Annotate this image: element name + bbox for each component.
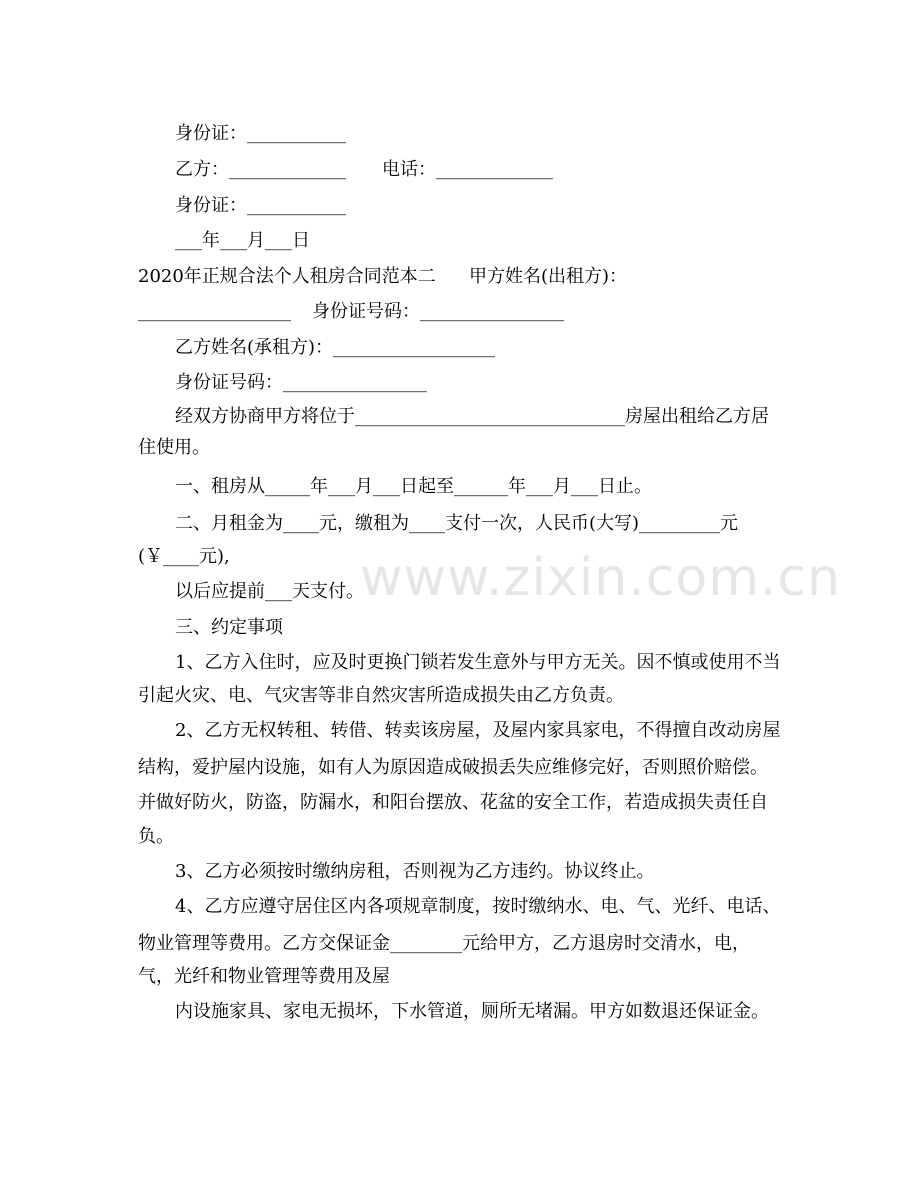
landlord-name-blank: _________________ bbox=[138, 301, 291, 322]
clause-4-cont-a: 物业管理等费用。乙方交保证金________元给甲方，乙方退房时交清水，电， bbox=[138, 933, 750, 954]
clause-4-cont-c: 内设施家具、家电无损坏，下水管道，厕所无堵漏。甲方如数退还保证金。 bbox=[175, 1001, 769, 1022]
doc-line-tenant-name: 乙方姓名(承租方)：__________________ bbox=[175, 337, 496, 358]
section-heading: 三、约定事项 bbox=[175, 617, 283, 638]
party-b-label: 乙方：_____________ bbox=[175, 159, 346, 180]
doc-line-rent: 二、月租金为____元，缴租为____支付一次，人民币(大写)_________元 bbox=[175, 513, 739, 534]
phone-label: 电话：_____________ bbox=[382, 159, 553, 180]
doc-line-term: 一、租房从_____年___月___日起至______年___月___日止。 bbox=[175, 476, 652, 497]
doc-line-date: ___年___月___日 bbox=[175, 230, 310, 251]
clause-3: 3、乙方必须按时缴纳房租，否则视为乙方违约。协议终止。 bbox=[175, 861, 655, 882]
doc-line-party-b bbox=[138, 158, 798, 182]
doc-line-location-cont: 住使用。 bbox=[138, 437, 210, 458]
document-title: 2020年正规合法个人租房合同范本二 bbox=[138, 266, 436, 287]
clause-2-cont-b: 并做好防火，防盗，防漏水，和阳台摆放、花盆的安全工作，若造成损失责任自 bbox=[138, 792, 768, 813]
doc-line-location: 经双方协商甲方将位于______________________________房屋出租给乙方居 bbox=[175, 406, 769, 427]
doc-line-tenant-id: 身份证号码：________________ bbox=[175, 372, 427, 393]
landlord-name-label: 甲方姓名(出租方)： bbox=[469, 266, 628, 287]
watermark-text: www.zixin.com.cn bbox=[360, 548, 841, 608]
clause-2: 2、乙方无权转租、转借、转卖该房屋，及屋内家具家电，不得擅自改动房屋 bbox=[175, 720, 781, 741]
clause-1-cont: 引起火灾、电、气灾害等非自然灾害所造成损失由乙方负责。 bbox=[138, 685, 624, 706]
clause-4: 4、乙方应遵守居住区内各项规章制度，按时缴纳水、电、气、光纤、电话、 bbox=[175, 896, 781, 917]
doc-line-id-b: 身份证：___________ bbox=[175, 195, 346, 216]
clause-4-cont-b: 气，光纤和物业管理等费用及屋 bbox=[138, 966, 390, 987]
doc-line-title bbox=[138, 265, 798, 289]
doc-line-landlord-id bbox=[138, 300, 798, 324]
doc-line-advance: 以后应提前___天支付。 bbox=[175, 581, 364, 602]
doc-line-id-a: 身份证：___________ bbox=[175, 123, 346, 144]
clause-1: 1、乙方入住时，应及时更换门锁若发生意外与甲方无关。因不慎或使用不当 bbox=[175, 652, 781, 673]
landlord-id-label: 身份证号码：________________ bbox=[312, 301, 564, 322]
clause-2-cont-c: 负。 bbox=[138, 826, 174, 847]
doc-line-rent-cont: (￥____元), bbox=[138, 546, 230, 567]
clause-2-cont-a: 结构，爱护屋内设施，如有人为原因造成破损丢失应维修完好，否则照价赔偿。 bbox=[138, 757, 768, 778]
